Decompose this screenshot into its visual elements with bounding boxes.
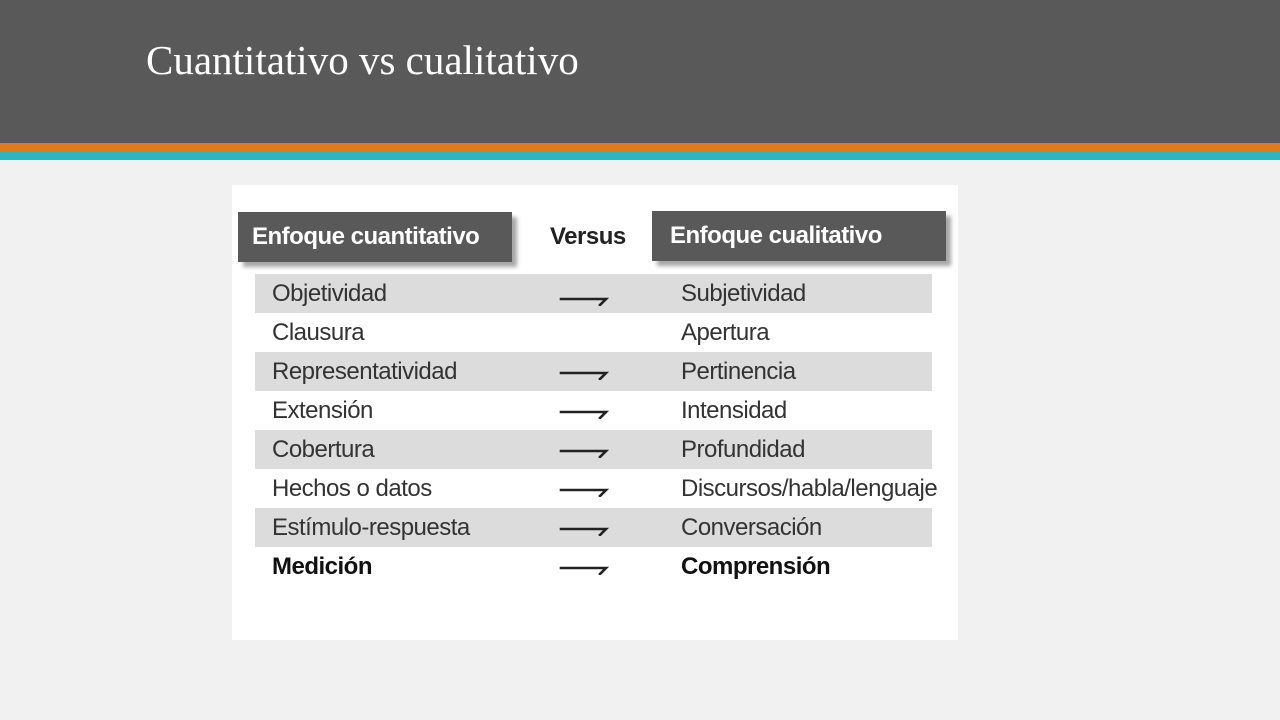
quantitative-term: Clausura (272, 319, 365, 346)
versus-label: Versus (550, 223, 626, 250)
table-row (255, 352, 932, 391)
quantitative-header: Enfoque cuantitativo (238, 212, 512, 262)
arrow-right-icon (559, 565, 609, 575)
qualitative-term: Discursos/habla/lenguaje (681, 475, 938, 502)
quantitative-term: Objetividad (272, 280, 387, 307)
quantitative-term: Medición (272, 553, 373, 580)
arrow-right-icon (559, 448, 609, 458)
table-row (255, 430, 932, 469)
qualitative-term: Intensidad (681, 397, 787, 424)
slide-title: Cuantitativo vs cualitativo (146, 37, 579, 83)
comparison-figure (232, 185, 958, 640)
table-row (255, 547, 932, 586)
table-row (255, 274, 932, 313)
table-row (255, 391, 932, 430)
quantitative-term: Extensión (272, 397, 373, 424)
quantitative-term: Hechos o datos (272, 475, 432, 502)
qualitative-term: Subjetividad (681, 280, 806, 307)
quantitative-term: Estímulo-respuesta (272, 514, 470, 541)
qualitative-term: Apertura (681, 319, 770, 346)
qualitative-term: Pertinencia (681, 358, 796, 385)
arrow-right-icon (559, 296, 609, 306)
table-row (255, 469, 938, 508)
quantitative-term: Representatividad (272, 358, 457, 385)
table-row (255, 508, 932, 547)
qualitative-term: Comprensión (681, 553, 831, 580)
arrow-right-icon (559, 487, 609, 497)
qualitative-header: Enfoque cualitativo (652, 211, 946, 261)
accent-stripe-teal (0, 151, 1280, 160)
arrow-right-icon (559, 370, 609, 380)
table-row (255, 313, 932, 352)
arrow-right-icon (559, 409, 609, 419)
qualitative-term: Conversación (681, 514, 822, 541)
qualitative-term: Profundidad (681, 436, 805, 463)
accent-stripe-orange (0, 143, 1280, 151)
arrow-right-icon (559, 526, 609, 536)
quantitative-term: Cobertura (272, 436, 375, 463)
comparison-rows (255, 274, 938, 586)
